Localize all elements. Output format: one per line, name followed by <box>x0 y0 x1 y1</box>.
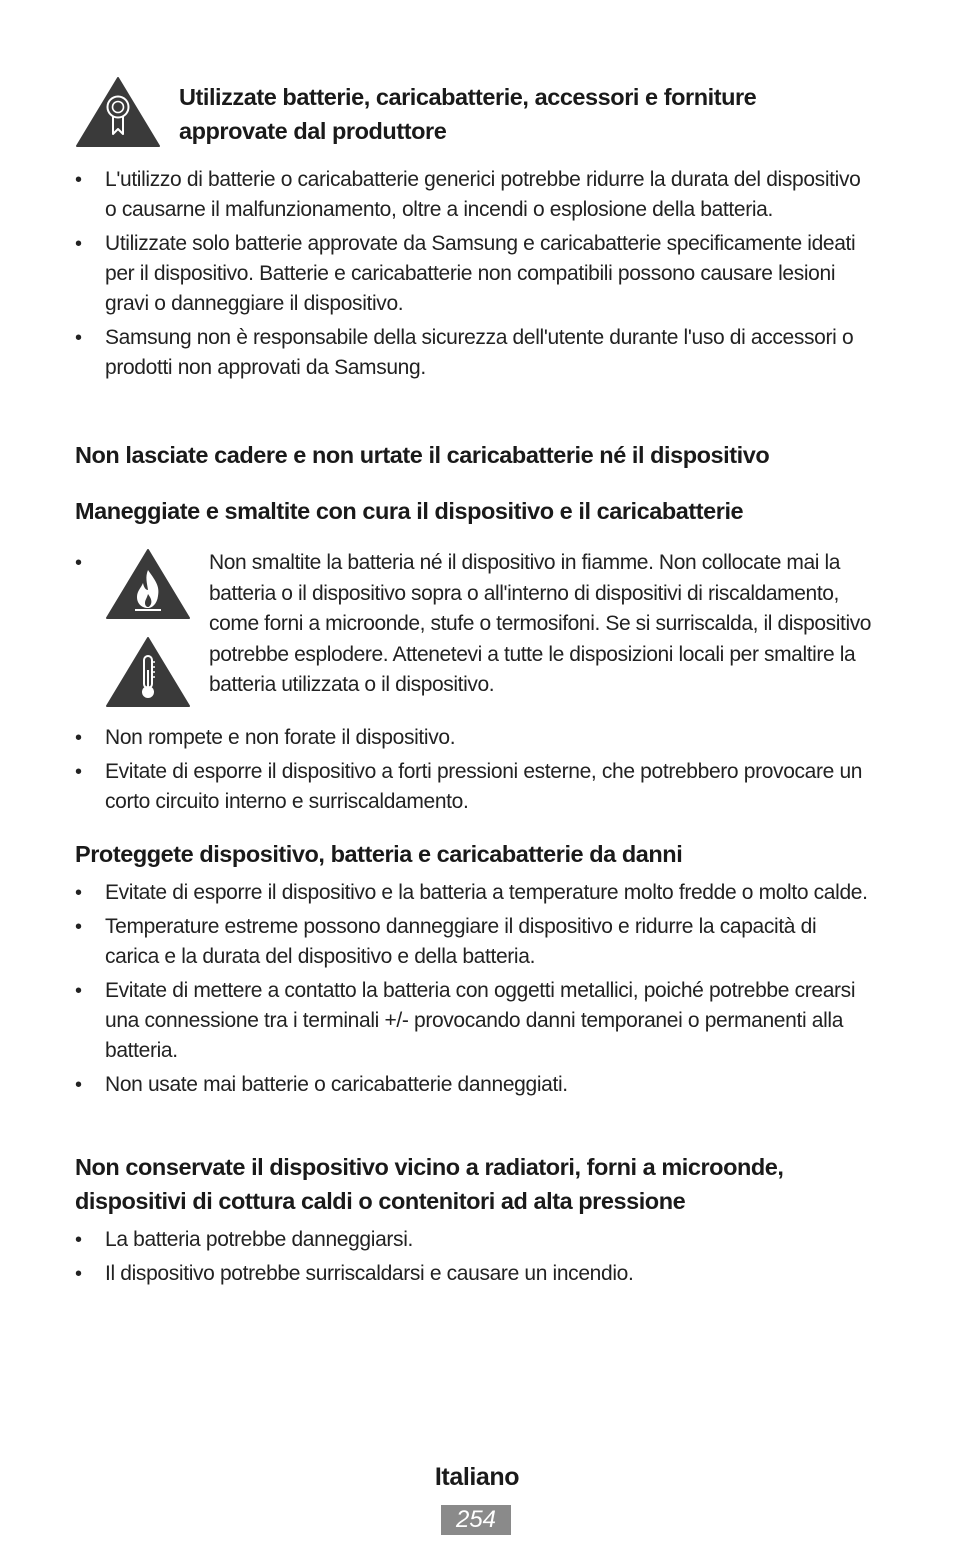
fire-warning-item <box>75 548 885 718</box>
section-heading-dont-drop: Non lasciate cadere e non urtate il caricabatterie né il dispositivo <box>75 442 770 468</box>
heading-line: approvate dal produttore <box>179 118 447 144</box>
bullet-marker: • <box>75 552 83 574</box>
list-item: • Non rompete e non forate il dispositivo. <box>75 723 875 753</box>
section-heading-handle-dispose: Maneggiate e smaltite con cura il dispositivo e il caricabatterie <box>75 498 744 524</box>
award-ribbon-warning-icon <box>75 76 161 148</box>
section-heading-approved-accessories <box>179 80 879 148</box>
list-item: • Temperature estreme possono danneggiare il dispositivo e ridurre la capacità di carica e la durata del dispositivo e della batteria. <box>75 912 875 972</box>
heading-line: Non conservate il dispositivo vicino a radiatori, forni a microonde, <box>75 1154 784 1180</box>
thermometer-warning-icon <box>105 636 191 708</box>
footer-language: Italiano <box>434 1463 520 1491</box>
list-item: • Non usate mai batterie o caricabatterie danneggiati. <box>75 1070 875 1100</box>
list-item: • La batteria potrebbe danneggiarsi. <box>75 1225 875 1255</box>
section-heading-protect: Proteggete dispositivo, batteria e caricabatterie da danni <box>75 841 683 867</box>
list-item: • Evitate di mettere a contatto la batteria con oggetti metallici, poiché potrebbe crearsi una connessione tra i terminali +/- provocando danni temporanei o permanenti alla batteria. <box>75 976 875 1066</box>
bullet-list-handle-dispose <box>75 723 875 821</box>
list-item: • Utilizzate solo batterie approvate da Samsung e caricabatterie specificamente ideati per il dispositivo. Batterie e caricabatterie non compatibili possono causare lesioni gravi o danneggiare il dispositivo. <box>75 229 875 319</box>
list-item: • Il dispositivo potrebbe surriscaldarsi e causare un incendio. <box>75 1259 875 1289</box>
list-item: • L'utilizzo di batterie o caricabatterie generici potrebbe ridurre la durata del dispositivo o causarne il malfunzionamento, oltre a incendi o esplosione della batteria. <box>75 165 875 225</box>
bullet-list-storage <box>75 1225 875 1293</box>
list-item: • Evitate di esporre il dispositivo e la batteria a temperature molto fredde o molto calde. <box>75 878 875 908</box>
bullet-list-approved-accessories <box>75 165 875 387</box>
heading-line: dispositivi di cottura caldi o contenitori ad alta pressione <box>75 1188 686 1214</box>
list-item: • Evitate di esporre il dispositivo a forti pressioni esterne, che potrebbero provocare un corto circuito interno e surriscaldamento. <box>75 757 875 817</box>
fire-warning-icon <box>105 548 191 620</box>
heading-line: Utilizzate batterie, caricabatterie, accessori e forniture <box>179 84 757 110</box>
list-item: • Samsung non è responsabile della sicurezza dell'utente durante l'uso di accessori o prodotti non approvati da Samsung. <box>75 323 875 383</box>
section-heading-storage <box>75 1150 895 1218</box>
fire-warning-text: Non smaltite la batteria né il dispositivo in fiamme. Non collocate mai la batteria o il dispositivo sopra o all'interno di dispositivi di riscaldamento, come forni a microonde, stufe o termosifoni. Se si surriscalda, il dispositivo potrebbe esplodere. Attenetevi a tutte le disposizioni locali per smaltire la batteria utilizzata o il dispositivo. <box>209 551 872 696</box>
bullet-list-protect <box>75 878 875 1104</box>
page-number: 254 <box>441 1505 511 1535</box>
